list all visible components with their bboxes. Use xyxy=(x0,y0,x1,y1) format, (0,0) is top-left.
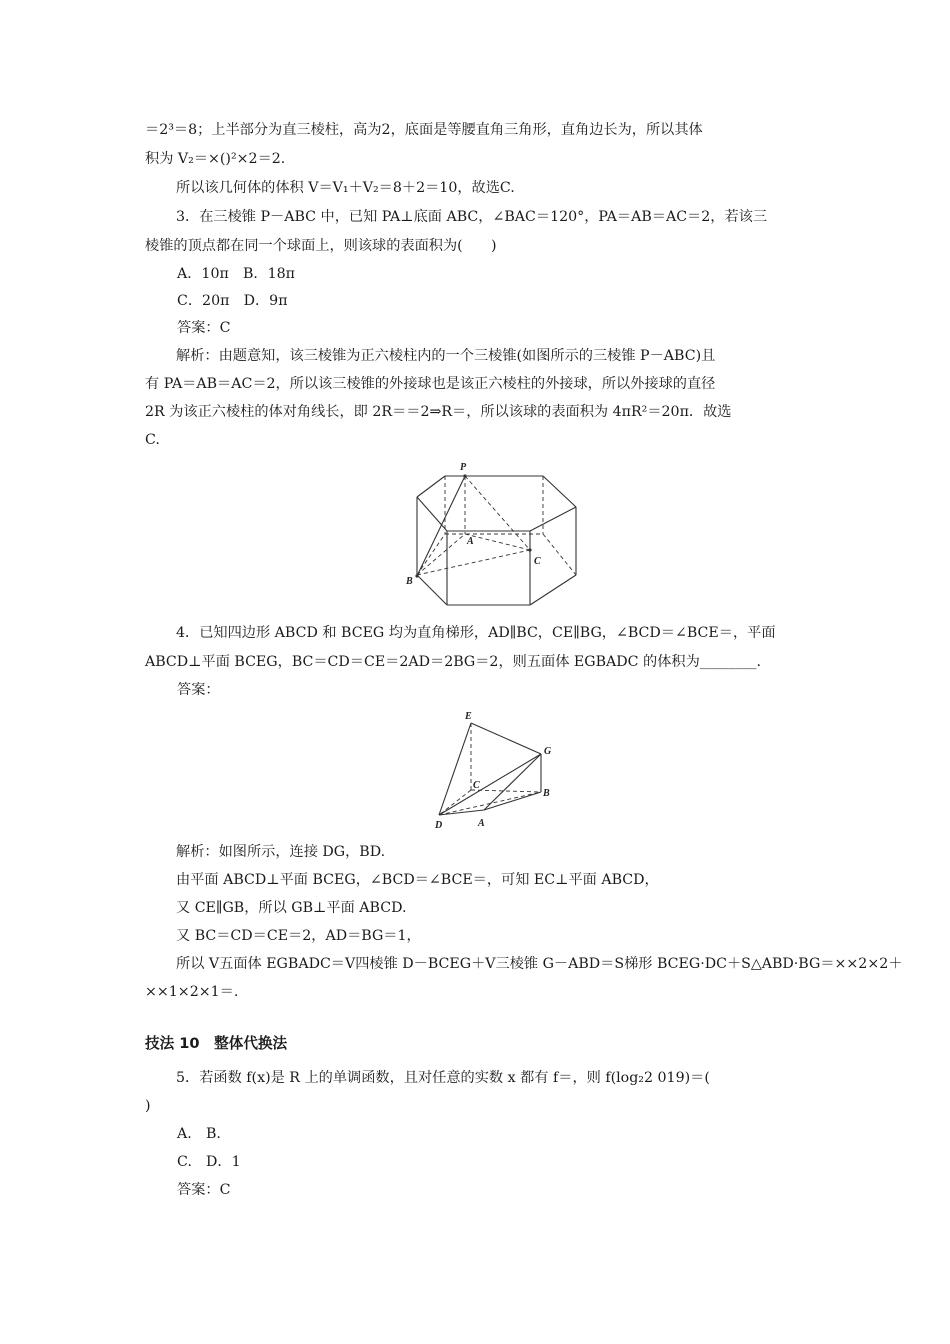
text-line: ＝2³＝8；上半部分为直三棱柱，高为2，底面是等腰直角三角形，直角边长为，所以其体 xyxy=(145,122,703,138)
question-5-options-cd: C. D．1 xyxy=(177,1154,241,1170)
question-4-explanation: 又 CE∥GB，所以 GB⊥平面 ABCD. xyxy=(176,900,407,916)
question-5-options-ab: A. B. xyxy=(177,1126,221,1142)
question-4-stem-cont: ABCD⊥平面 BCEG，BC＝CD＝CE＝2AD＝2BG＝2，则五面体 EGBADC 的体积为________. xyxy=(145,654,762,670)
question-3-options-cd: C．20π D．9π xyxy=(177,293,288,309)
question-4-explanation: 又 BC＝CD＝CE＝2，AD＝BG＝1， xyxy=(176,928,421,944)
question-5-stem: 5．若函数 f(x)是 R 上的单调函数，且对任意的实数 x 都有 f＝，则 f(log₂2 019)＝( xyxy=(176,1070,710,1086)
question-3-stem: 3．在三棱锥 P－ABC 中，已知 PA⊥底面 ABC，∠BAC＝120°，PA＝AB＝AC＝2，若该三 xyxy=(176,209,768,225)
question-4-stem: 4．已知四边形 ABCD 和 BCEG 均为直角梯形，AD∥BC，CE∥BG，∠BCD＝∠BCE＝，平面 xyxy=(176,625,776,641)
question-3-options-ab: A．10π B．18π xyxy=(177,266,295,282)
hexagonal-prism-figure xyxy=(405,458,585,610)
question-4-answer: 答案： xyxy=(177,682,220,698)
label-b: B xyxy=(406,576,413,587)
question-3-explanation: 有 PA＝AB＝AC＝2，所以该三棱锥的外接球也是该正六棱柱的外接球，所以外接球的直径 xyxy=(145,376,716,392)
question-4-explanation: 由平面 ABCD⊥平面 BCEG，∠BCD＝∠BCE＝，可知 EC⊥平面 ABCD， xyxy=(176,872,659,888)
question-3-answer: 答案：C xyxy=(177,320,231,336)
label-d: D xyxy=(435,820,443,831)
label-a: A xyxy=(478,818,485,829)
label-c: C xyxy=(534,556,541,567)
question-3-explanation: 2R 为该正六棱柱的体对角线长，即 2R＝＝2⇒R＝，所以该球的表面积为 4πR²＝20π．故选 xyxy=(145,404,732,420)
question-4-explanation: 解析：如图所示，连接 DG，BD. xyxy=(176,844,386,860)
label-b: B xyxy=(543,788,550,799)
label-e: E xyxy=(465,711,472,722)
question-4-explanation: ××1×2×1＝. xyxy=(145,984,239,1000)
text-line: 所以该几何体的体积 V＝V₁＋V₂＝8＋2＝10，故选C. xyxy=(176,180,515,196)
question-3-explanation: 解析：由题意知，该三棱锥为正六棱柱内的一个三棱锥(如图所示的三棱锥 P－ABC)且 xyxy=(176,348,716,364)
question-3-stem-cont: 棱锥的顶点都在同一个球面上，则该球的表面积为( ) xyxy=(145,238,497,254)
label-g: G xyxy=(544,746,552,757)
pentahedron-figure xyxy=(430,708,560,833)
section-heading: 技法 10 整体代换法 xyxy=(145,1035,288,1052)
question-3-explanation: C. xyxy=(145,432,160,448)
question-5-answer: 答案：C xyxy=(177,1182,231,1198)
text-line: 积为 V₂＝×()²×2＝2. xyxy=(145,151,286,167)
label-c: C xyxy=(473,780,480,791)
label-a: A xyxy=(467,536,474,547)
question-5-stem-cont: ) xyxy=(145,1098,151,1114)
question-4-explanation: 所以 V五面体 EGBADC＝V四棱锥 D－BCEG＋V三棱锥 G－ABD＝S梯形 BCEG·DC＋S△ABD·BG＝××2×2＋ xyxy=(176,956,903,972)
label-p: P xyxy=(460,462,467,473)
